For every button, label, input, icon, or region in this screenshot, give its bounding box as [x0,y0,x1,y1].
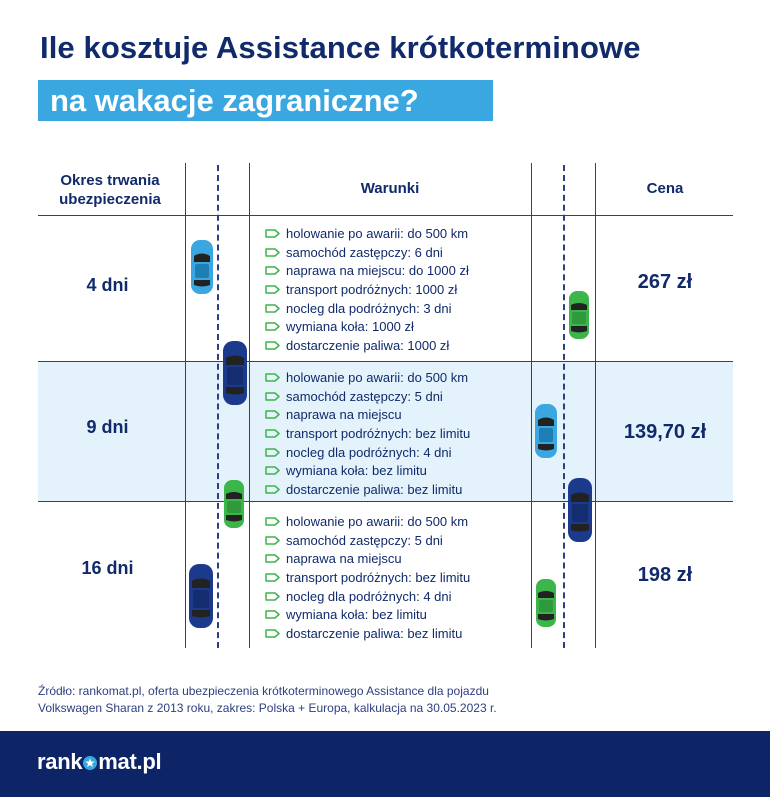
car-navy-icon [222,340,248,406]
condition-text: holowanie po awarii: do 500 km [286,225,469,241]
condition-text: wymiana koła: 1000 zł [286,319,414,335]
conditions-list [265,368,470,499]
tag-icon [265,322,280,331]
condition-item [265,336,469,355]
condition-text: holowanie po awarii: do 500 km [286,369,469,385]
source-note [38,683,738,717]
car-green-icon [223,479,245,529]
condition-text: wymiana koła: bez limitu [286,463,427,479]
source-line-2: Volkswagen Sharan z 2013 roku, zakres: Polska + Europa, kalkulacja na 30.05.2023 r. [38,701,497,715]
title-highlight-box [38,80,493,121]
title-line-2: na wakacje zagraniczne? [50,83,419,118]
condition-item [265,480,470,499]
condition-text: naprawa na miejscu [286,551,402,567]
condition-item [265,317,469,336]
condition-item [265,461,470,480]
condition-text: transport podróżnych: 1000 zł [286,281,458,297]
logo-text-part-2: mat.pl [98,749,162,774]
condition-item [265,531,470,550]
tag-icon [265,629,280,638]
car-green-icon [568,290,590,340]
tag-icon [265,573,280,582]
tag-icon [265,554,280,563]
road-lane-divider-right [563,165,565,648]
road-edge-left [185,163,186,648]
header-period: Okres trwania ubezpieczenia [59,172,161,208]
tag-icon [265,610,280,619]
row-period: 16 dni [81,558,134,578]
condition-text: dostarczenie paliwa: 1000 zł [286,337,450,353]
tag-icon [265,341,280,350]
row-period: 4 dni [86,275,129,295]
condition-item [265,549,470,568]
condition-item [265,368,470,387]
condition-item [265,387,470,406]
condition-text: holowanie po awarii: do 500 km [286,513,469,529]
condition-text: dostarczenie paliwa: bez limitu [286,625,463,641]
tag-icon [265,466,280,475]
condition-item [265,280,469,299]
condition-item [265,224,469,243]
tag-icon [265,485,280,494]
condition-text: nocleg dla podróżnych: 4 dni [286,588,452,604]
star-o-icon [83,756,97,770]
tag-icon [265,373,280,382]
condition-item [265,424,470,443]
road-edge-right [595,163,596,648]
tag-icon [265,448,280,457]
tag-icon [265,536,280,545]
car-green-icon [535,578,557,628]
road-edge-left-inner [249,163,250,648]
tag-icon [265,266,280,275]
header-conditions: Warunki [360,180,420,197]
condition-item [265,512,470,531]
row-divider [38,501,733,502]
tag-icon [265,429,280,438]
logo-text-part-1: rank [37,749,83,774]
source-line-1: Źródło: rankomat.pl, oferta ubezpieczenia krótkoterminowego Assistance dla pojazdu [38,684,489,698]
row-price: 139,70 zł [623,421,707,443]
condition-text: transport podróżnych: bez limitu [286,569,471,585]
condition-item [265,405,470,424]
car-navy-icon [567,477,593,543]
condition-item [265,624,470,643]
row-divider [38,215,733,216]
car-blue-icon [534,403,558,459]
condition-text: dostarczenie paliwa: bez limitu [286,481,463,497]
condition-item [265,568,470,587]
condition-item [265,261,469,280]
row-price: 267 zł [637,271,693,293]
row-price: 198 zł [637,564,693,586]
condition-text: samochód zastępczy: 5 dni [286,388,443,404]
footer-bar [0,731,770,797]
conditions-list [265,512,470,643]
car-blue-icon [190,239,214,295]
road-lane-divider-left [217,165,219,648]
condition-item [265,299,469,318]
title-line-1: Ile kosztuje Assistance krótkoterminowe [40,30,641,65]
condition-text: nocleg dla podróżnych: 3 dni [286,300,452,316]
condition-text: samochód zastępczy: 5 dni [286,532,443,548]
tag-icon [265,392,280,401]
condition-item [265,243,469,262]
tag-icon [265,410,280,419]
tag-icon [265,229,280,238]
condition-item [265,587,470,606]
tag-icon [265,248,280,257]
condition-item [265,443,470,462]
row-divider [38,361,733,362]
rankomat-logo[interactable] [37,749,161,775]
conditions-list [265,224,469,355]
condition-text: samochód zastępczy: 6 dni [286,244,443,260]
condition-text: nocleg dla podróżnych: 4 dni [286,444,452,460]
tag-icon [265,285,280,294]
tag-icon [265,592,280,601]
condition-item [265,605,470,624]
tag-icon [265,517,280,526]
condition-text: naprawa na miejscu [286,407,402,423]
header-price: Cena [646,180,684,197]
road-edge-right-inner [531,163,532,648]
car-navy-icon [188,563,214,629]
condition-text: wymiana koła: bez limitu [286,607,427,623]
condition-text: naprawa na miejscu: do 1000 zł [286,263,469,279]
row-period: 9 dni [86,417,129,437]
tag-icon [265,304,280,313]
condition-text: transport podróżnych: bez limitu [286,425,471,441]
